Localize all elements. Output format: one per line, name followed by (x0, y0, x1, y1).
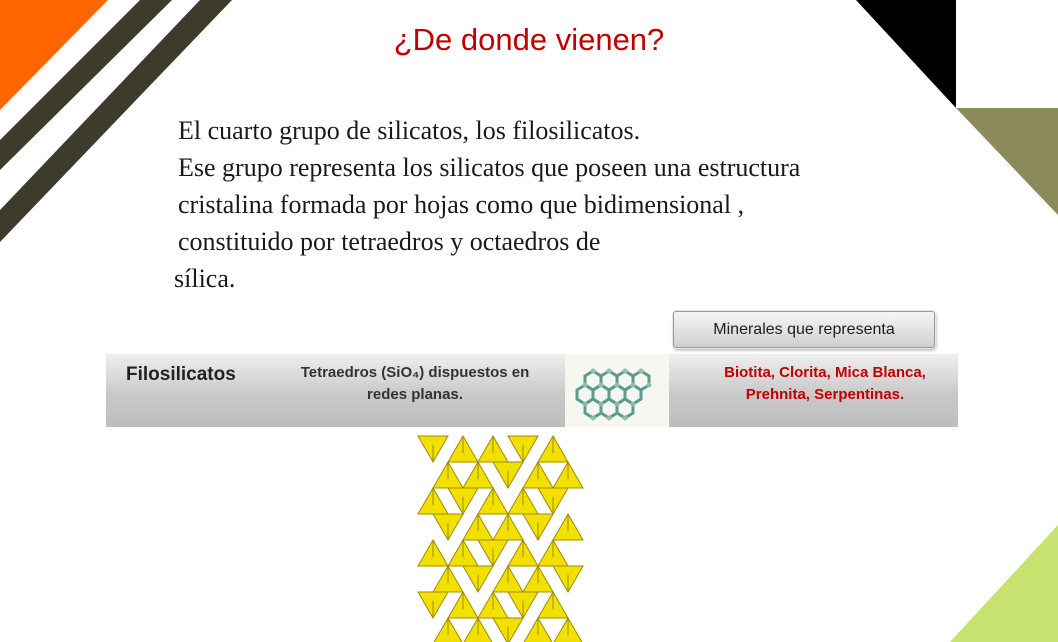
slide-title: ¿De donde vienen? (393, 22, 665, 57)
row-name: Filosilicatos (126, 364, 236, 385)
row-description-line: redes planas. (367, 386, 463, 403)
row-description (290, 362, 540, 406)
row-minerals-line: Biotita, Clorita, Mica Blanca, (724, 364, 926, 381)
minerals-button[interactable]: Minerales que representa (673, 311, 935, 348)
body-line: cristalina formada por hojas como que bidimensional , (178, 190, 745, 219)
hexagon-network-drawing (565, 354, 669, 427)
body-line: El cuarto grupo de silicatos, los filosilicatos. (178, 116, 641, 145)
body-paragraph (174, 112, 801, 297)
body-line: constituido por tetraedros y octaedros de (178, 227, 601, 256)
row-minerals-line: Prehnita, Serpentinas. (745, 386, 905, 403)
olive-corner-triangle (956, 108, 1058, 215)
body-line: Ese grupo representa los silicatos que poseen una estructura (178, 153, 801, 182)
row-description-line: Tetraedros (SiO₄) dispuestos en (300, 364, 530, 381)
yellow-tetrahedra-sheet-icon (408, 430, 593, 642)
row-minerals (700, 362, 950, 406)
green-corner-triangle (950, 525, 1058, 642)
body-line: sílica. (174, 264, 236, 293)
silicate-hexagon-network-icon (565, 354, 669, 427)
